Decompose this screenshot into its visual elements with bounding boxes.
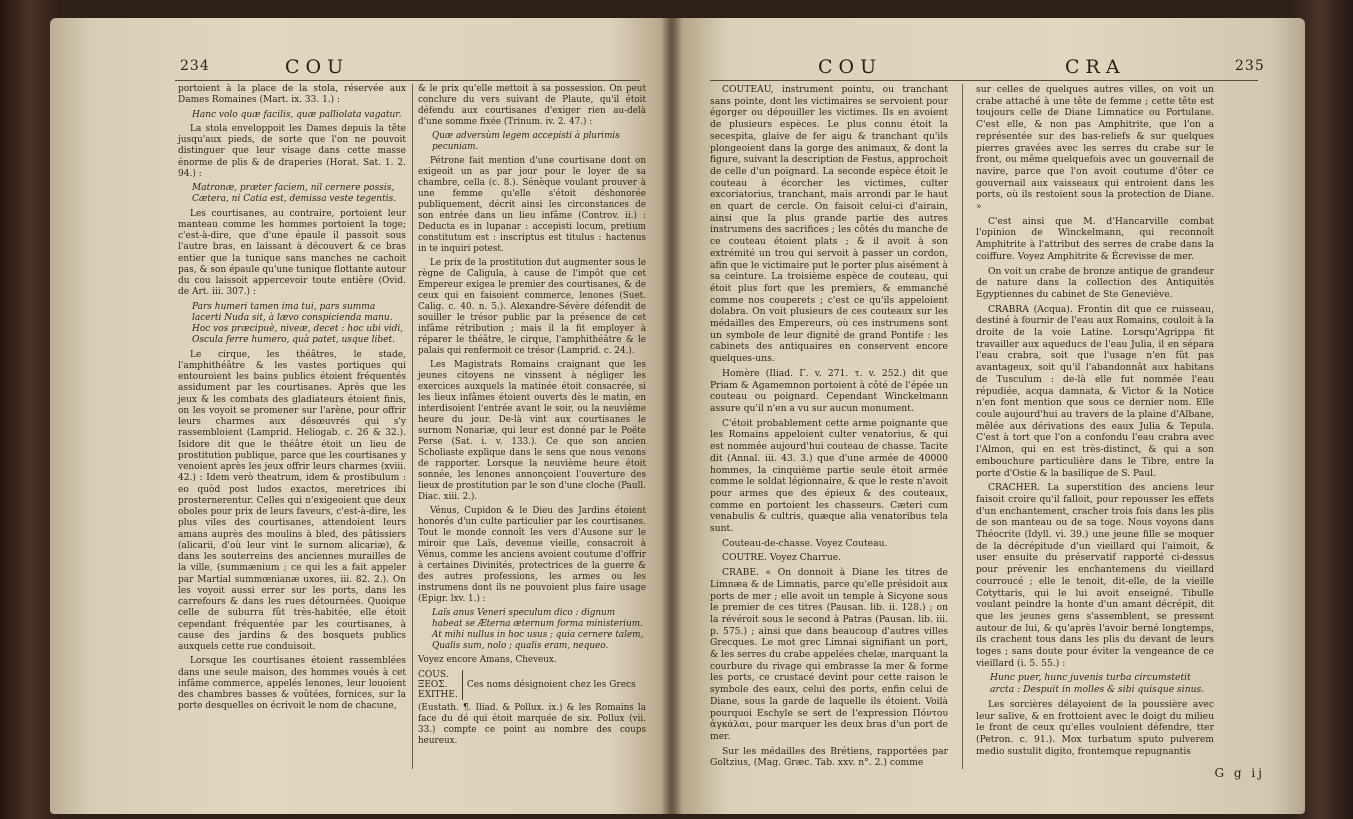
cous-tail: (Eustath. ¶. Iliad. & Pollux. ix.) & les Romains la face du dé qui étoit marquée de six. Pollux (vii. 33.) compte ce point au nombre des coups heureux. [418, 703, 646, 746]
cous-name: ΞΕΟΣ. [418, 680, 448, 690]
left-page [50, 18, 670, 814]
right-column-2 [976, 84, 1214, 760]
paragraph: Sur les médailles des Brétiens, rapportées par Goltzius, (Mag. Græc. Tab. xxv. n°. 2.) comme [710, 745, 948, 769]
paragraph: Les sorcières délayoient de la poussière avec leur salive, & en frottoient avec le doigt du milieu le front de ceux qu'elles vouloient défendre, tter (Petron. c. 91.). Mox turbatum sputo pulverem medio sustulit digito, frontemque repugnantis [976, 698, 1214, 757]
header-rule-left [175, 80, 640, 81]
cous-name: COUS. [418, 670, 449, 680]
paragraph: Vénus, Cupidon & le Dieu des Jardins étoient honorés d'un culte particulier par les courtisanes. Tout le monde connoît les vers d'Ausone sur le miroir que Laïs, devenue vieille, consacroit à Vénus, comme les anciens avoient coutume d'offrir à certaines Divinités, protectrices de la guerre & des autres professions, les armes ou les instrumens dont ils ne pouvoient plus faire usage (Epigr. lxv. 1.) : [418, 506, 646, 604]
running-head-left: COU [285, 56, 350, 78]
paragraph: Laïs anus Veneri speculum dico : dignum habeat se Æterna æternum forma ministerium. At mihi nullus in hoc usus ; quia cernere talem, Qualis sum, nolo ; qualis eram, nequeo. [432, 608, 644, 651]
paragraph: & le prix qu'elle mettoit à sa possession. On peut conclure du vers suivant de Plaute, qu'il étoit défendu aux courtisanes d'exiger rien au-delà d'une somme fixée (Trinum. iv. 2. 47.) : [418, 84, 646, 127]
page-number-right: 235 [1235, 58, 1265, 74]
paragraph: Lorsque les courtisanes étoient rassemblées dans une seule maison, des hommes voués à cet infâme commerce, appelés lenones, leur louoient des chambres basses & voûtées, fornices, sur la porte desquelles on écrivoit le nom de chacune, [178, 656, 406, 712]
paragraph: Quæ adversùm legem accepisti à plurimis pecuniam. [432, 131, 620, 152]
paragraph: Hunc puer, hunc juvenis turba circumstetit arcta : Despuit in molles & sibi quisque sinus. [990, 672, 1205, 696]
column-divider-left [412, 84, 413, 769]
paragraph: CRACHER. La superstition des anciens leur faisoit croire qu'il falloit, pour repousser les effets d'un enchantement, cracher trois fois dans les plis de son manteau ou de sa toge. Nous voyons dans Théocrite (Idyll. vi. 39.) une jeune fille se moquer de la décrépitude d'un vieillard qui l'aimoit, & user ensuite du préservatif rapporté ci-dessus pour prévenir les enchantemens du vieillard courroucé ; elle le tenoit, dit-elle, de la vieille Cotyttaris, qui le lui avoit enseigné. Tibulle voulant peindre la honte d'un amant décrépit, dit que les jeunes gens s'assemblent, se pressent autour de lui, & qu'après l'avoir berné longtemps, ils crachent tous dans les plis du devant de leurs toges ; sans doute pour éviter la vengeance de ce vieillard (i. 5. 55.) : [976, 482, 1214, 669]
paragraph: CRABE. « On donnoit à Diane les titres de Limnæa & de Limnatis, parce qu'elle présidoit aux ports de mer ; elle avoit un temple à Sicyone sous le premier de ces titres (Pausan. lib. ii. 128.) ; on la révéroit sous le second à Patras (Pausan. lib. iii. p. 575.) ; ainsi que dans beaucoup d'autres villes Grecques. Le mot grec Limnai signifiant un port, & les serres du crabe appelées chelæ, marquant la courbure du rivage qui embrasse la mer & forme les ports, ce crustacé devint pour cette raison le symbole des eaux, celui des ports, enfin celui de Diane, sous la garde de laquelle ils étoient. Voilà pourquoi Eschyle se sert de l'expression Πόντου ἀγκάλαι, pour marquer les deux bras d'un port de mer. [710, 567, 948, 742]
paragraph: C'étoit probablement cette arme poignante que les Romains appeloient culter venatorius, & qui est nommée aujourd'hui couteau de chasse. Tacite dit (Annal. iii. 43. 3.) que d'une armée de 40000 hommes, la cinquième partie seule étoit armée comme le soldat légionnaire, & que le reste n'avoit pour armes que des épieux & des couteaux, comme en portoient les chasseurs. Cæteri cum venabulis & cultris, quæque alia venatoribus tela sunt. [710, 417, 948, 535]
paragraph: sur celles de quelques autres villes, on voit un crabe attaché à une tête de femme ; cette tête est toujours celle de Diane Limnatice ou Portulane. C'est elle, & non pas Amphitrite, que l'on a représentée sur des bas-reliefs & sur quelques pierres gravées avec les serres du crabe sur le front, ou même quelquefois avec un gouvernail de navire, parce que l'on avoit coutume d'ôter ce gouvernail aux vaisseaux qui entroient dans les ports, où ils restoient sous la protection de Diane. » [976, 84, 1214, 213]
header-rule-right [710, 80, 1258, 81]
paragraph: COUTRE. Voyez Charrue. [722, 552, 842, 564]
paragraph: Les courtisanes, au contraire, portoient leur manteau comme les hommes portoient la toge; c'est-à-dire, que d'une épaule il passoit sous l'autre bras, en laissant à découvert & ce bras entier que la tunique sans manches ne cachoit pas, & son épaule qu'une tunique flottante autour du cou laissoit appercevoir toute entière (Ovid. de Art. iii. 307.) : [178, 208, 406, 298]
paragraph: Matronæ, præter faciem, nil cernere possis, Cætera, ni Catia est, demissa veste tegentis. [192, 183, 397, 205]
paragraph: Hanc volo quæ facilis, quæ palliolata vagatur. [192, 109, 402, 120]
paragraph: On voit un crabe de bronze antique de grandeur de nature dans la collection des Antiquités Egyptiennes du cabinet de Ste Geneviève. [976, 265, 1214, 300]
cous-name: ΕΧΙΤΗΕ. [418, 690, 458, 700]
page-number-left: 234 [180, 58, 210, 74]
right-page [670, 18, 1305, 814]
cous-block [418, 670, 646, 700]
paragraph: Le cirque, les théâtres, le stade, l'amphithéâtre & les vastes portiques qui entouroient les bains publics étoient fréquentés assidument par les courtisanes. Après que les jeux & les combats des gladiateurs étoient finis, on les voyoit se promener sur l'arène, pour offrir leurs charmes aux désœuvrés qui s'y rassembloient (Lamprid. Heliogab. c. 26 & 32.). Isidore dit que le théâtre étoit un lieu de prostitution publique, parce que les courtisanes y venoient après les jeux offrir leurs charmes (xviii. 42.) : Idem verò theatrum, idem & prostibulum : eo quòd post ludos exactos, meretrices ibi prosternerentur. Celles qui n'exigeoient que deux oboles pour prix de leurs faveurs, c'est-à-dire, les plus viles des courtisanes, attendoient leurs amans auprès des moulins à bled, des pâtissiers (alicarii, d'où leur vint le surnom alicariæ), & dans les souterreins des anciennes murailles de la ville, (summænium ; ce qui les a fait appeler par Martial summœnianæ uxores, iii. 82. 2.). On les voyoit aussi errer sur les ports, dans les carrefours & dans les rues détournées. Quoique celle de suburra fût très-habitée, elle étoit cependant fréquentée par les courtisanes, à cause des jardins & des bosquets publics auxquels cette rue conduisoit. [178, 349, 406, 652]
paragraph: Voyez encore Amans, Cheveux. [418, 655, 557, 665]
paragraph: COUTEAU, instrument pointu, ou tranchant sans pointe, dont les victimaires se servoient pour égorger ou dépouiller les victimes. Ils en avoient de plusieurs espèces. Le plus connu étoit la secespita, glaive de fer aigu & tranchant qu'ils plongeoient dans la gorge des animaux, & dont la figure, suivant la description de Festus, approchoit de celle d'un poignard. La seconde espèce étoit le couteau à écorcher les victimes, culter excoriatorius, tranchant, mais arrondi par le haut en quart de cercle. On faisoit celui-ci d'airain, ainsi que la plus grande partie des autres instrumens des sacrifices ; les côtés du manche de ce couteau étoient plats ; & il avoit à son extrémité un trou qui servoit à passer un cordon, afin que le victimaire put le porter plus aisément à sa ceinture. La troisième espèce de couteau, qui étoit plus fort que les premiers, & emmanché comme nos couperets ; c'est ce qu'ils appeloient dolabra. On voit plusieurs de ces couteaux sur les médailles des Empereurs, où ces instrumens sont un symbole de leur dignité de grand Pontife : les cabinets des antiquaires en conservent encore quelques-uns. [710, 84, 948, 365]
paragraph: Couteau-de-chasse. Voyez Couteau. [722, 537, 888, 549]
running-head-right-1: COU [818, 56, 883, 78]
column-divider-right [962, 84, 963, 769]
left-column-1 [178, 84, 406, 716]
cous-names [418, 670, 463, 700]
paragraph: Pétrone fait mention d'une courtisane dont on exigeoit un as par jour pour le loyer de sa chambre, cella (c. 8.). Sénèque voulant prouver à une femme qu'elle s'étoit déshonorée publiquement, décrit ainsi les circonstances de son entrée dans un lieu infâme (Controv. ii.) : Deducta es in lupanar : accepisti locum, pretium constitutum est : inscriptus est titulus : hactenus in te inquiri potest. [418, 156, 646, 254]
running-head-right-2: CRA [1065, 56, 1126, 78]
cous-text: Ces noms désignoient chez les Grecs [466, 679, 636, 690]
paragraph: La stola enveloppoit les Dames depuis la tête jusqu'aux pieds, de sorte que l'on ne pouvoit distinguer que leur visage dans cette masse énorme de plis & de draperies (Horat. Sat. 1. 2. 94.) : [178, 123, 406, 179]
paragraph: C'est ainsi que M. d'Hancarville combat l'opinion de Winckelmann, qui reconnoît Amphitrite à l'attribut des serres de crabe dans la coiffure. Voyez Amphitrite & Écrevisse de mer. [976, 215, 1214, 262]
paragraph: Homère (Iliad. Γ. v. 271. τ. v. 252.) dit que Priam & Agamemnon portoient à côté de l'épée un couteau ou poignard. Cependant Winckelmann assure qu'il n'en a vu sur aucun monument. [710, 367, 948, 414]
right-column-1 [710, 84, 948, 772]
paragraph: CRABRA (Acqua). Frontin dit que ce ruisseau, destiné à fournir de l'eau aux Romains, couloit à la droite de la voie Latine. Lorsqu'Agrippa fit travailler aux aqueducs de l'eau Julia, il en sépara l'eau crabra, soit que l'usage n'en fût pas avantageux, soit qu'il l'abandonnât aux habitans de Tusculum : de-là elle fut nommée l'eau répudiée, acqua damnata, & Victor & la Notice n'en font mention que sous ce dernier nom. Elle coule aujourd'hui au travers de la plaine d'Albane, mêlée aux dérivations des eaux Julia & Tepula. C'est à tort que l'on a confondu l'eau crabra avec l'Almon, qui en est très-distinct, & qui a son embouchure particulière dans le Tibre, entre la porte d'Ostie & la basilique de S. Paul. [976, 303, 1214, 479]
open-book [50, 18, 1305, 814]
paragraph: Les Magistrats Romains craignant que les jeunes citoyens ne vinssent à négliger les exercices auxquels la matinée étoit consacrée, si les lieux infâmes étoient ouverts dès le matin, en interdisoient l'entrée avant le soir, ou la neuvième heure du jour. De-là vint aux courtisanes le surnom Nonariæ, qui leur est donné par le Poëte Perse (Sat. i. v. 133.). Ce que son ancien Scholiaste explique dans le sens que nous venons de rapporter. Lorsque la neuvième heure étoit sonnée, les lenones annonçoient l'ouverture des lieux de prostitution par le son d'une cloche (Paull. Diac. xiii. 2.). [418, 360, 646, 502]
paragraph: portoient à la place de la stola, réservée aux Dames Romaines (Mart. ix. 33. 1.) : [178, 84, 406, 106]
paragraph: Pars humeri tamen ima tui, pars summa lacerti Nuda sit, à lævo conspicienda manu. Hoc vos præcipuè, niveæ, decet : hoc ubi vidi, Oscula ferre humero, quà patet, usque libet. [192, 301, 404, 346]
paragraph: Le prix de la prostitution dut augmenter sous le règne de Caligula, à cause de l'impôt que cet Empereur exigea le premier des courtisanes, & de ceux qui en faisoient commerce, lenones (Suet. Calig. c. 40. n. 5.). Alexandre-Sévère défendit de souiller le trésor public par la présence de cet infâme rétribution ; mais il la fit employer à réparer le théâtre, le cirque, l'amphithéâtre & le palais qui renfermoit ce trésor (Lamprid. c. 24.). [418, 258, 646, 356]
signature-mark: G g ij [1214, 766, 1265, 780]
left-column-2 [418, 84, 646, 750]
